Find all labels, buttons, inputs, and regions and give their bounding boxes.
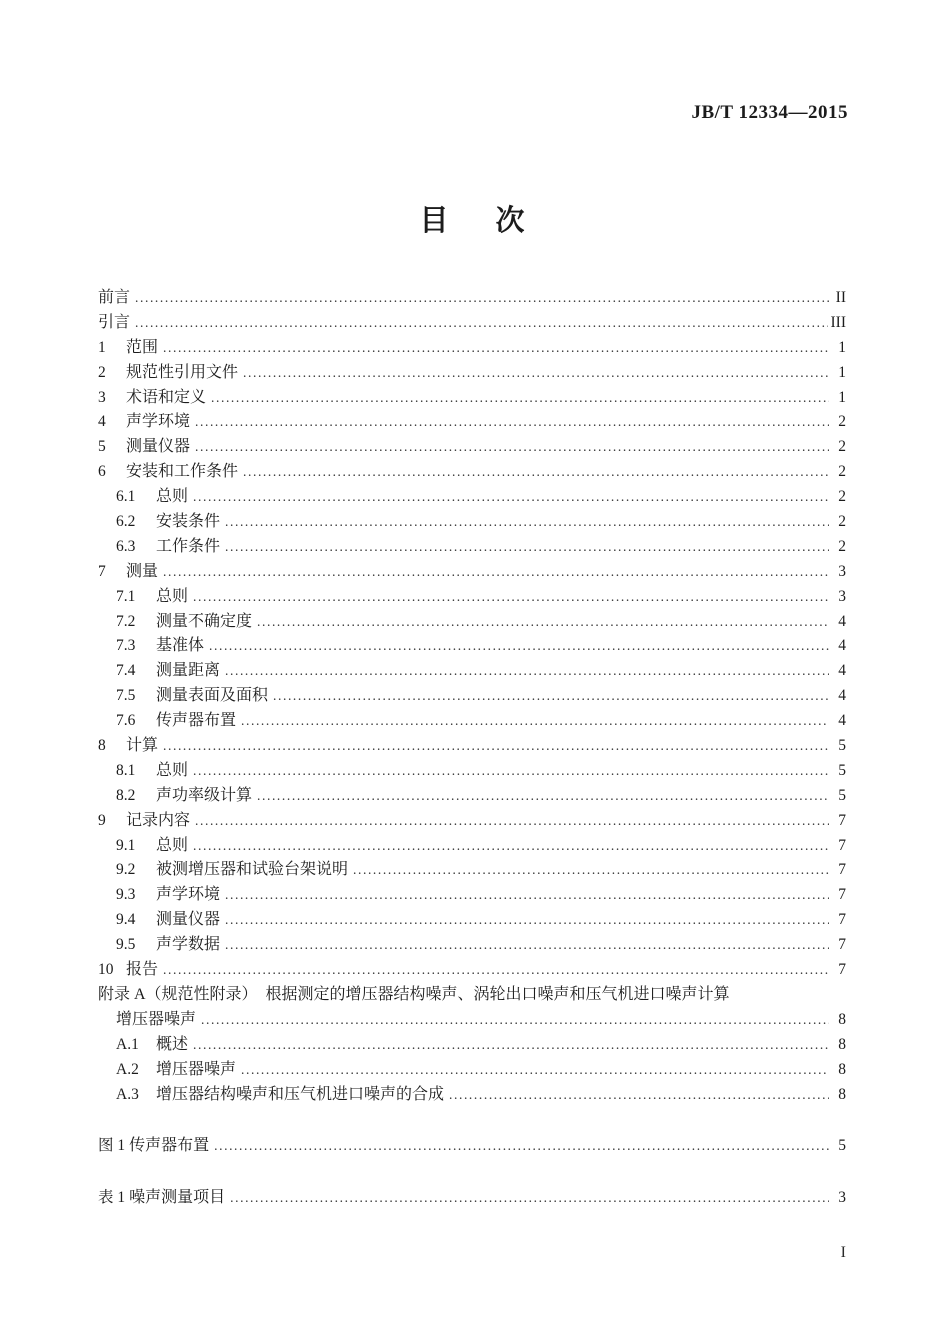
toc-entry-label: 测量仪器 xyxy=(126,438,191,456)
toc-page-number: 7 xyxy=(838,936,846,954)
toc-entry xyxy=(98,832,846,857)
toc-page-number: 4 xyxy=(838,662,846,680)
toc-dot-leader xyxy=(243,364,829,382)
toc-dot-leader xyxy=(225,936,829,954)
toc-entry-label: 声学环境 xyxy=(156,886,221,904)
toc-entry-label: 规范性引用文件 xyxy=(126,363,239,381)
toc-entry-label: 增压器结构噪声和压气机进口噪声的合成 xyxy=(156,1085,445,1103)
toc-page-number: III xyxy=(830,313,846,331)
toc-dot-leader xyxy=(193,837,829,855)
toc-entry-number: 6.3 xyxy=(116,537,136,555)
toc-entry xyxy=(98,782,846,807)
toc-entry-label: 术语和定义 xyxy=(126,388,207,406)
toc-entry-label: 记录内容 xyxy=(126,811,191,829)
toc-page-number: 8 xyxy=(838,1035,846,1053)
toc-entry xyxy=(98,1081,846,1106)
toc-dot-leader xyxy=(193,588,829,606)
toc-entry xyxy=(98,408,846,433)
page-title: 目 次 xyxy=(419,205,534,237)
toc-entry-number: 7.5 xyxy=(116,687,136,705)
toc-entry-label: 传声器布置 xyxy=(156,712,237,730)
toc-entry xyxy=(98,632,846,657)
toc-entry-number: 7.1 xyxy=(116,587,136,605)
toc-dot-leader xyxy=(225,911,829,929)
toc-entry xyxy=(98,284,846,309)
toc-entry xyxy=(98,856,846,881)
toc-entry xyxy=(98,1006,846,1031)
toc-entry-label: 测量表面及面积 xyxy=(156,687,269,705)
toc-dot-leader xyxy=(209,637,829,655)
toc-entry-number: 6.2 xyxy=(116,513,136,531)
toc-entry xyxy=(98,1031,846,1056)
toc-dot-leader xyxy=(243,463,829,481)
toc-entry-number: 9.4 xyxy=(116,911,136,929)
toc-page-number: 2 xyxy=(838,438,846,456)
toc-entry-number: 1 xyxy=(98,338,106,356)
toc-page-number: 3 xyxy=(838,1189,846,1207)
toc-dot-leader xyxy=(195,438,829,456)
toc-entry-label: 引言 xyxy=(98,313,131,331)
toc-entry xyxy=(98,359,846,384)
toc-entry xyxy=(98,483,846,508)
toc-page-number: 8 xyxy=(838,1085,846,1103)
toc-dot-leader xyxy=(225,538,829,556)
toc-dot-leader xyxy=(135,314,827,332)
toc-entry-number: 7.3 xyxy=(116,637,136,655)
toc-entry xyxy=(98,981,846,1006)
toc-entry-label: 安装和工作条件 xyxy=(126,463,239,481)
toc-entry xyxy=(98,682,846,707)
toc-page-number: 4 xyxy=(838,712,846,730)
toc-dot-leader xyxy=(193,1036,829,1054)
toc-entry xyxy=(98,508,846,533)
toc-entry-label: 报告 xyxy=(126,961,159,979)
toc-entry xyxy=(98,881,846,906)
toc-entry-label: 基准体 xyxy=(156,637,205,655)
toc-page-number: 4 xyxy=(838,612,846,630)
toc-entry-label: 增压器噪声 xyxy=(116,1010,197,1028)
toc-page-number: 2 xyxy=(838,488,846,506)
toc-entry-label: 声学数据 xyxy=(156,936,221,954)
toc-dot-leader xyxy=(241,1061,829,1079)
toc-entry-number: 6 xyxy=(98,463,106,481)
toc-page-number: 7 xyxy=(838,961,846,979)
toc-page-number: 1 xyxy=(838,388,846,406)
toc-page-number: 8 xyxy=(838,1010,846,1028)
toc-dot-leader xyxy=(241,712,829,730)
toc-entry-number: 表 1 xyxy=(98,1189,126,1207)
toc-entry xyxy=(98,956,846,981)
toc-page-number: 4 xyxy=(838,687,846,705)
toc-dot-leader xyxy=(193,488,829,506)
toc-entry xyxy=(98,384,846,409)
toc-entry-number: 5 xyxy=(98,438,106,456)
toc-page-number: 7 xyxy=(838,886,846,904)
toc-page-number: 7 xyxy=(838,911,846,929)
toc-entry-number: 8.1 xyxy=(116,761,136,779)
toc-entry xyxy=(98,732,846,757)
toc-entry-number: 9.3 xyxy=(116,886,136,904)
toc-dot-leader xyxy=(135,289,829,307)
toc-entry-number: 9.1 xyxy=(116,836,136,854)
toc-page-number: 5 xyxy=(838,737,846,755)
toc-entry xyxy=(98,1132,846,1157)
toc-page-number: 1 xyxy=(838,338,846,356)
toc-entry xyxy=(98,533,846,558)
toc-entry-label: 前言 xyxy=(98,289,131,306)
toc-entry-label: 安装条件 xyxy=(156,513,221,531)
toc-dot-leader xyxy=(163,339,829,357)
toc-entry xyxy=(98,757,846,782)
toc-entry xyxy=(98,707,846,732)
toc-entry-label: 工作条件 xyxy=(156,537,221,555)
toc-entry xyxy=(98,309,846,334)
toc-entry xyxy=(98,931,846,956)
toc-dot-leader xyxy=(163,961,829,979)
toc-entry-number: 7.2 xyxy=(116,612,136,630)
toc-entry-label: 噪声测量项目 xyxy=(129,1189,226,1207)
toc-entry-label: 总则 xyxy=(156,836,189,854)
toc-page-number: 3 xyxy=(838,562,846,580)
toc-page-number: 7 xyxy=(838,861,846,879)
toc-entry-number: A.2 xyxy=(116,1060,139,1078)
toc-dot-leader xyxy=(195,812,829,830)
toc-page-number: 8 xyxy=(838,1060,846,1078)
toc-dot-leader xyxy=(225,886,829,904)
toc-entry xyxy=(98,458,846,483)
toc-entry-label: 附录 A（规范性附录） 根据测定的增压器结构噪声、涡轮出口噪声和压气机进口噪声计算 xyxy=(98,985,730,1003)
toc-dot-leader xyxy=(273,687,829,705)
toc-dot-leader xyxy=(230,1189,829,1207)
toc-entry-number: 3 xyxy=(98,388,106,406)
toc-entry-number: 8 xyxy=(98,737,106,755)
toc-entry-number: 7.6 xyxy=(116,712,136,730)
toc-entry-label: 增压器噪声 xyxy=(156,1060,237,1078)
toc-page-number: 2 xyxy=(838,413,846,431)
toc-entry-label: 总则 xyxy=(156,761,189,779)
toc-page-number: 2 xyxy=(838,463,846,481)
toc-entry xyxy=(98,1184,846,1209)
standard-number: JB/T 12334—2015 xyxy=(691,102,848,123)
toc-entry-number: A.3 xyxy=(116,1085,139,1103)
toc-dot-leader xyxy=(195,413,829,431)
toc-entry-label: 测量距离 xyxy=(156,662,221,680)
toc-entry xyxy=(98,608,846,633)
toc-entry-number: A.1 xyxy=(116,1035,139,1053)
toc-page-number: 5 xyxy=(838,1137,846,1155)
toc-entry-number: 2 xyxy=(98,363,106,381)
toc-entry-label: 总则 xyxy=(156,587,189,605)
footer-page-number: I xyxy=(840,1244,846,1261)
toc-page-number: 1 xyxy=(838,363,846,381)
toc-entry-number: 9.2 xyxy=(116,861,136,879)
toc-entry-label: 计算 xyxy=(126,737,159,755)
toc-entry-number: 4 xyxy=(98,413,106,431)
toc-page-number: 7 xyxy=(838,836,846,854)
toc-page-number: II xyxy=(835,289,846,306)
toc-entry-number: 8.2 xyxy=(116,786,136,804)
toc-entry-number: 7.4 xyxy=(116,662,136,680)
toc-entry-label: 概述 xyxy=(156,1035,189,1053)
toc-entry-number: 9 xyxy=(98,811,106,829)
toc-entry-label: 声功率级计算 xyxy=(156,786,253,804)
toc-dot-leader xyxy=(257,787,829,805)
toc-page-number: 4 xyxy=(838,637,846,655)
toc-dot-leader xyxy=(214,1137,829,1155)
toc-entry-number: 9.5 xyxy=(116,936,136,954)
toc-page-number: 5 xyxy=(838,786,846,804)
toc-page-number: 2 xyxy=(838,513,846,531)
toc-entry xyxy=(98,583,846,608)
toc-page-number: 5 xyxy=(838,761,846,779)
toc-entry-number: 6.1 xyxy=(116,488,136,506)
toc-entry-label: 测量 xyxy=(126,562,159,580)
toc-list xyxy=(98,284,846,1209)
toc-dot-leader xyxy=(201,1011,829,1029)
toc-entry-label: 测量不确定度 xyxy=(156,612,253,630)
toc-dot-leader xyxy=(257,613,829,631)
toc-dot-leader xyxy=(449,1086,829,1104)
toc-page-number: 3 xyxy=(838,587,846,605)
toc-page-number: 7 xyxy=(838,811,846,829)
toc-entry-number: 7 xyxy=(98,562,106,580)
toc-entry-label: 总则 xyxy=(156,488,189,506)
toc-dot-leader xyxy=(163,737,829,755)
toc-dot-leader xyxy=(353,861,829,879)
toc-entry xyxy=(98,807,846,832)
toc-entry xyxy=(98,558,846,583)
toc-entry-label: 声学环境 xyxy=(126,413,191,431)
toc-dot-leader xyxy=(193,762,829,780)
toc-dot-leader xyxy=(225,662,829,680)
toc-entry xyxy=(98,334,846,359)
toc-page-number: 2 xyxy=(838,537,846,555)
toc-entry-label: 测量仪器 xyxy=(156,911,221,929)
toc-dot-leader xyxy=(211,389,829,407)
toc-entry xyxy=(98,433,846,458)
toc-entry-label: 被测增压器和试验台架说明 xyxy=(156,861,349,879)
toc-entry xyxy=(98,906,846,931)
toc-dot-leader xyxy=(163,563,829,581)
toc-entry-number: 图 1 xyxy=(98,1137,126,1155)
toc-entry-label: 传声器布置 xyxy=(129,1137,210,1155)
toc-entry-number: 10 xyxy=(98,961,114,979)
toc-entry xyxy=(98,657,846,682)
toc-dot-leader xyxy=(225,513,829,531)
toc-entry xyxy=(98,1056,846,1081)
toc-entry-label: 范围 xyxy=(126,338,159,356)
